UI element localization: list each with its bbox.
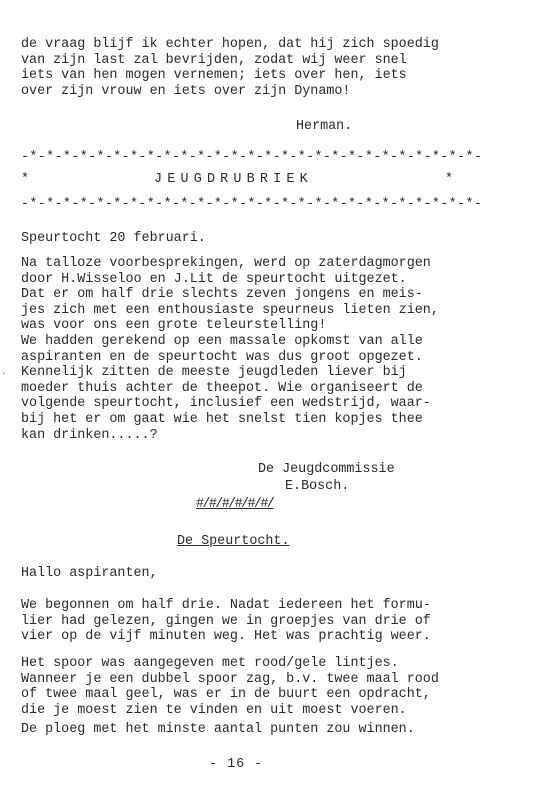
text-line: Het spoor was aangegeven met rood/gele lintjes. bbox=[21, 656, 399, 671]
text-line: aspiranten en de speurtocht was dus groot opgezet. bbox=[21, 349, 423, 365]
section-separator: #/#/#/#/#/#/ bbox=[196, 497, 274, 512]
text-line: volgende speurtocht, inclusief een wedstrijd, waar- bbox=[21, 396, 431, 412]
margin-mark: . bbox=[1, 367, 7, 377]
greeting-text: Hallo aspiranten, bbox=[21, 566, 158, 581]
text-line: de vraag blijf ik echter hopen, dat hij zich spoedig bbox=[21, 37, 439, 52]
article-title-text: Speurtocht 20 februari. bbox=[21, 231, 206, 246]
paragraph-start bbox=[21, 598, 431, 645]
page-number: - 16 - bbox=[209, 757, 264, 772]
text-line: We begonnen om half drie. Nadat iedereen het formu- bbox=[21, 598, 431, 613]
text-line: door H.Wisseloo en J.Lit de speurtocht uitgezet. bbox=[21, 271, 407, 287]
text-line: die je moest zien te vinden en uit moest voeren. bbox=[21, 702, 407, 718]
text-line: Wanneer je een dubbel spoor zag, b.v. twee maal rood bbox=[21, 671, 439, 687]
text-line: lier had gelezen, gingen we in groepjes van drie of bbox=[21, 613, 431, 629]
section-banner bbox=[21, 172, 461, 190]
text-line: van zijn last zal bevrijden, zodat wij weer snel bbox=[21, 52, 407, 68]
letter-end-paragraph bbox=[21, 37, 439, 99]
banner-star-right: * bbox=[445, 172, 454, 187]
decorative-rule-bottom: -*-*-*-*-*-*-*-*-*-*-*-*-*-*-*-*-*-*-*-*-*-*-*-*-*-*-*- bbox=[21, 197, 483, 212]
text-line: We hadden gerekend op een massale opkomst van alle bbox=[21, 333, 423, 349]
article-title bbox=[21, 231, 206, 247]
text-line: bij het er om gaat wie het snelst tien kopjes thee bbox=[21, 411, 423, 427]
text-line: Na talloze voorbesprekingen, werd op zaterdagmorgen bbox=[21, 256, 431, 271]
text-line: of twee maal geel, was er in de buurt een opdracht, bbox=[21, 687, 431, 703]
section-title: JEUGDRUBRIEK bbox=[154, 172, 313, 187]
article-body bbox=[21, 256, 439, 443]
text-line: jes zich met een enthousiaste speurneus lieten zien, bbox=[21, 302, 439, 318]
text-line: iets van hen mogen vernemen; iets over hen, iets bbox=[21, 68, 407, 84]
text-line: was voor ons een grote teleurstelling! bbox=[21, 318, 327, 334]
text-line: moeder thuis achter de theepot. Wie organiseert de bbox=[21, 380, 423, 396]
text-line: Dat er om half drie slechts zeven jongens en meis- bbox=[21, 287, 423, 303]
signature-committee: De Jeugdcommissie bbox=[258, 462, 395, 477]
banner-star-left: * bbox=[21, 172, 30, 187]
paragraph-rules bbox=[21, 722, 415, 738]
signature-bosch: E.Bosch. bbox=[285, 479, 350, 494]
text-line: De ploeg met het minste aantal punten zou winnen. bbox=[21, 722, 415, 737]
article-heading: De Speurtocht. bbox=[177, 534, 290, 549]
text-line: over zijn vrouw en iets over zijn Dynamo! bbox=[21, 83, 351, 99]
decorative-rule-top: -*-*-*-*-*-*-*-*-*-*-*-*-*-*-*-*-*-*-*-*-*-*-*-*-*-*-*- bbox=[21, 150, 483, 165]
signature-herman: Herman. bbox=[296, 119, 353, 134]
text-line: vier op de vijf minuten weg. Het was prachtig weer. bbox=[21, 629, 431, 645]
text-line: Kennelijk zitten de meeste jeugdleden liever bij bbox=[21, 365, 407, 381]
paragraph-trail bbox=[21, 656, 439, 718]
text-line: kan drinken.....? bbox=[21, 427, 158, 443]
greeting bbox=[21, 566, 158, 582]
